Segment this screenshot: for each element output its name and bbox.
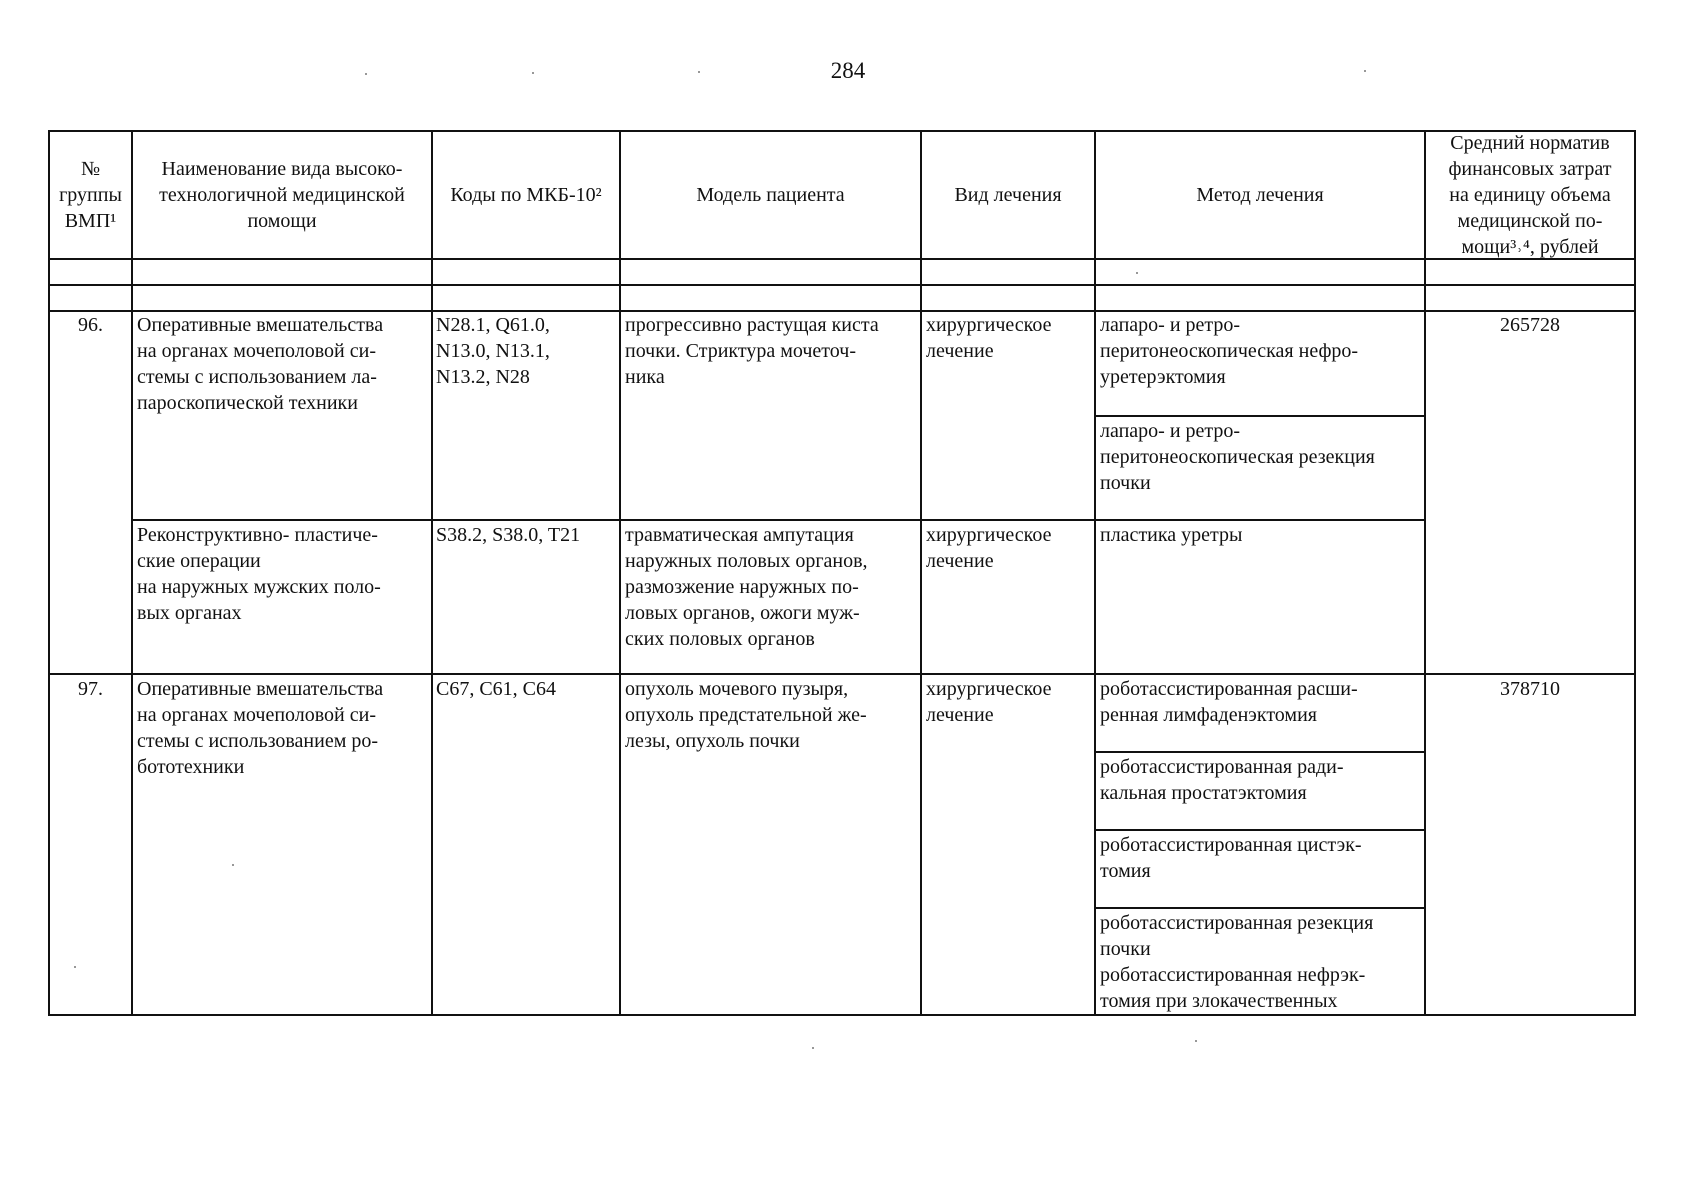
care-type-name: Оперативные вмешательства на органах мочеполовой си- стемы с использованием ро- бототехники (137, 678, 384, 778)
patient-model: прогрессивно растущая киста почки. Стриктура мочеточ- ника (625, 314, 879, 388)
patient-model: опухоль мочевого пузыря, опухоль предстательной же- лезы, опухоль почки (625, 678, 867, 752)
table-left-border (48, 130, 50, 1016)
method-divider (1095, 751, 1425, 753)
group-number: 96. (78, 314, 103, 336)
treatment-method: лапаро- и ретро- перитонеоскопическая нефро- уретерэктомия (1100, 314, 1359, 388)
treatment-method: роботассистированная расши- ренная лимфаденэктомия (1100, 678, 1358, 726)
column-divider (1424, 130, 1426, 1016)
method-divider (1095, 907, 1425, 909)
table-bottom-border (48, 1014, 1636, 1016)
scan-speck (1136, 272, 1138, 274)
column-divider (131, 130, 133, 1016)
scan-speck (812, 1047, 814, 1049)
header-treatment-method: Метод лечения (1196, 184, 1324, 206)
method-divider (1095, 829, 1425, 831)
treatment-type: хирургическое лечение (926, 524, 1052, 572)
header-care-type-name: Наименование вида высоко- технологичной медицинской помощи (159, 158, 405, 232)
group-number: 97. (78, 678, 103, 700)
treatment-method: роботассистированная ради- кальная простатэктомия (1100, 756, 1344, 804)
icd-codes: N28.1, Q61.0, N13.0, N13.1, N13.2, N28 (436, 314, 550, 388)
treatment-method: лапаро- и ретро- перитонеоскопическая резекция почки (1100, 420, 1375, 494)
subsection-divider (132, 519, 1425, 521)
header-bottom-border (48, 258, 1636, 260)
scan-speck (365, 73, 367, 75)
average-cost: 265728 (1500, 314, 1560, 336)
icd-codes: S38.2, S38.0, T21 (436, 524, 581, 546)
page-number: 284 (830, 58, 866, 83)
care-type-name: Реконструктивно- пластиче- ские операции на наружных мужских поло- вых органах (137, 524, 381, 624)
patient-model: травматическая ампутация наружных половых органов, размозжение наружных по- ловых органов, ожоги муж- ских половых органов (625, 524, 868, 650)
header-patient-model: Модель пациента (696, 184, 845, 206)
scan-speck (698, 71, 700, 73)
scan-speck (1195, 1040, 1197, 1042)
scan-speck (1364, 70, 1366, 72)
column-divider (1094, 130, 1096, 1016)
table-right-border (1634, 130, 1636, 1016)
header-average-cost: Средний норматив финансовых затрат на единицу объема медицинской по- мощи³˒⁴, рублей (1448, 132, 1612, 258)
care-type-name: Оперативные вмешательства на органах мочеполовой си- стемы с использованием ла- пароскопической техники (137, 314, 384, 414)
treatment-type: хирургическое лечение (926, 314, 1052, 362)
treatment-method: роботассистированная цистэк- томия (1100, 834, 1362, 882)
treatment-type: хирургическое лечение (926, 678, 1052, 726)
method-divider (1095, 415, 1425, 417)
scan-speck (74, 966, 76, 968)
scan-speck (232, 864, 234, 866)
treatment-method: пластика уретры (1100, 524, 1243, 546)
header-group-number: № группы ВМП¹ (59, 158, 122, 232)
average-cost: 378710 (1500, 678, 1560, 700)
scan-speck (532, 72, 534, 74)
group-divider (48, 673, 1636, 675)
header-treatment-type: Вид лечения (954, 184, 1062, 206)
treatment-method: роботассистированная резекция почки роботассистированная нефрэк- томия при злокачественных (1100, 912, 1374, 1012)
column-divider (619, 130, 621, 1016)
numbering-row-border (48, 284, 1636, 286)
icd-codes: C67, C61, C64 (436, 678, 557, 700)
column-divider (431, 130, 433, 1016)
header-icd-codes: Коды по МКБ-10² (450, 184, 602, 206)
column-divider (920, 130, 922, 1016)
